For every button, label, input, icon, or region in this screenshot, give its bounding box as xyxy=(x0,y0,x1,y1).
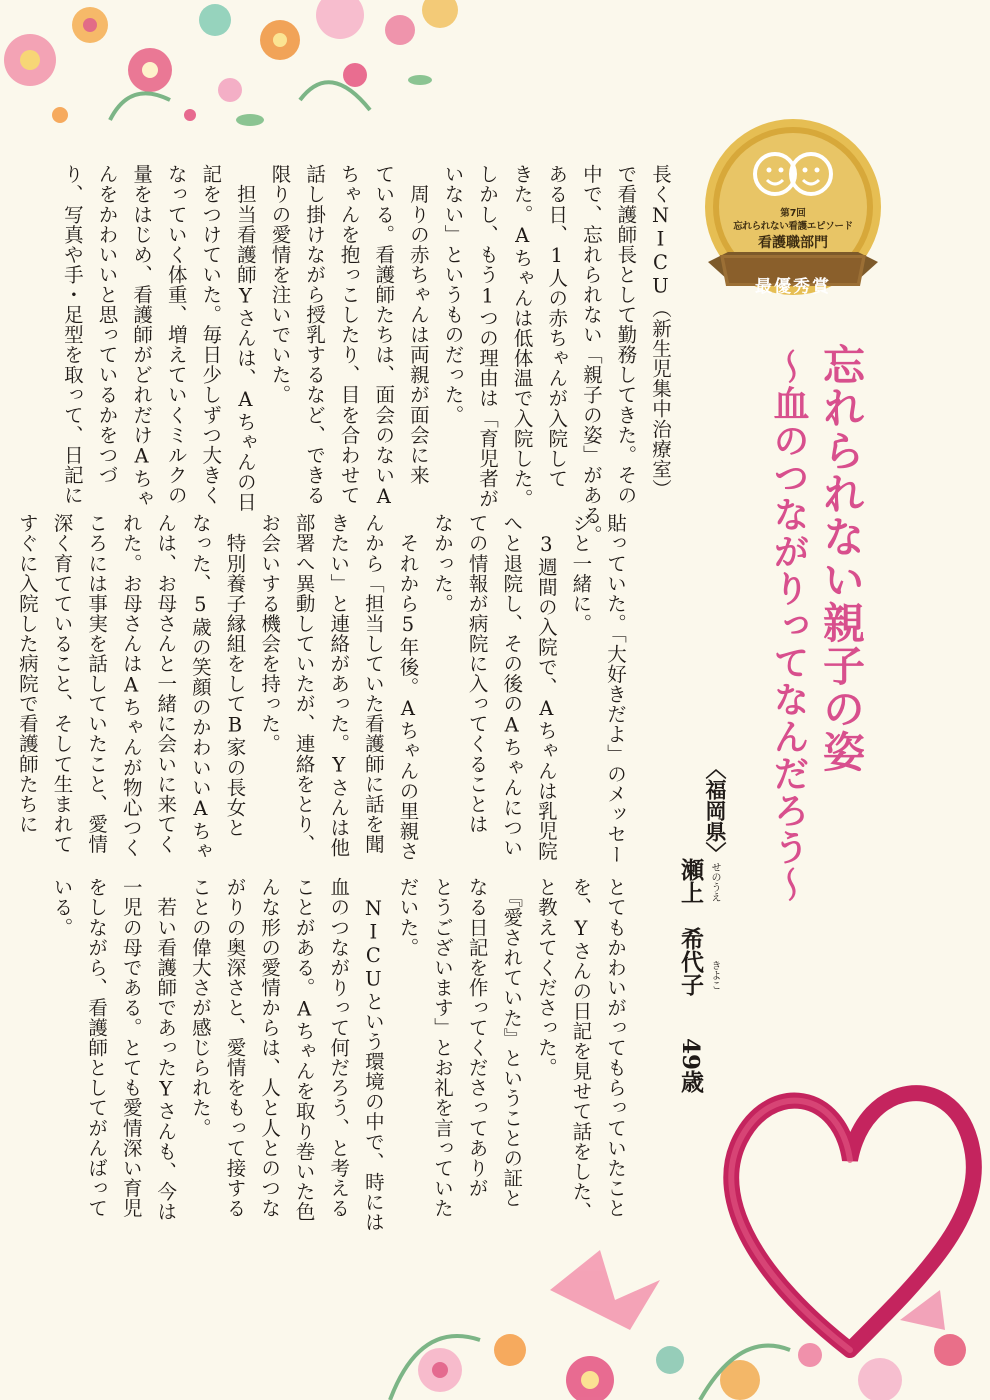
author-age: 49歳 xyxy=(677,1038,704,1094)
author-surname-reading: せのうえ xyxy=(709,862,720,902)
author-prefecture: 〈福岡県〉 xyxy=(703,758,728,863)
medal-division: 看護職部門 xyxy=(758,235,828,251)
medal-edition: 第7回 xyxy=(780,208,806,219)
essay-subtitle: 〜血のつながりってなんだろう〜 xyxy=(768,348,809,903)
essay-body-top: 長くNICU（新生児集中治療室） で看護師長として勤務してきた。その 中で、忘れられない「親子の姿」がある。 ある日、1人の赤ちゃんが入院して きた。Aちゃんは低体温で入院した。 しかし、もう1つの理由は「育児者が いない」というものだった。 周りの赤ちゃんは両親が面会に来 ている。看護師たちは、面会のないA ちゃんを抱っこしたり、目を合わせて 話し掛けながら授乳するなど、できる 限りの愛情を注いでいた。 担当看護師Yさんは、Aちゃんの日 記をつけていた。毎日少しずつ大きく なっていく体重、増えていくミルクの 量をはじめ、看護師がどれだけAちゃ んをかわいいと思っているかをつづ り、写真や手・足型を取って、日記に xyxy=(60,164,672,545)
award-medal xyxy=(700,112,886,322)
essay-title: 忘れられない親子の姿 xyxy=(817,343,866,773)
floral-decoration-top xyxy=(0,0,470,140)
author-name: 瀬上 希代子 xyxy=(677,858,704,996)
essay-body-middle: 貼っていた。「大好きだよ」のメッセー ジと一緒に。 3週間の入院で、Aちゃんは乳児院 へと退院し、その後のAちゃんについ ての情報が病院に入ってくることは なかった。 それから5年後。Aちゃんの里親さ んから「担当していた看護師に話を聞 きたい」と連絡があった。Yさんは他 部署へ異動していたが、連絡をとり、 お会いする機会を持った。 特別養子縁組をしてB家の長女と なった、5歳の笑顔のかわいいAちゃ んは、お母さんと一緒に会いに来てく れた。お母さんはAちゃんが物心つく ころには事実を話していたこと、愛情 深く育てていること、そして生まれて すぐに入院した病院で看護師たちに xyxy=(15,513,627,865)
medal-award-name: 忘れられない看護エピソード xyxy=(733,221,853,232)
floral-decoration-bottom xyxy=(380,1230,990,1400)
author-given-reading: きよこ xyxy=(709,960,720,990)
essay-body-bottom: とてもかわいがってもらっていたこと を、Yさんの日記を見せて話をした、 と教えてくださった。 『愛されていた』ということの証と なる日記を作ってくださってありが とうございます」とお礼を言っていた だいた。 NICUという環境の中で、時には 血のつながりって何だろう、と考える ことがある。Aちゃんを取り巻いた色 んな形の愛情からは、人と人とのつな がりの奥深さと、愛情をもって接する ことの偉大さが感じられた。 若い看護師であったYさんも、今は 一児の母である。とても愛情深い育児 をしながら、看護師としてがんばって いる。 xyxy=(50,877,627,1232)
medal-rank: 最優秀賞 xyxy=(755,277,831,297)
